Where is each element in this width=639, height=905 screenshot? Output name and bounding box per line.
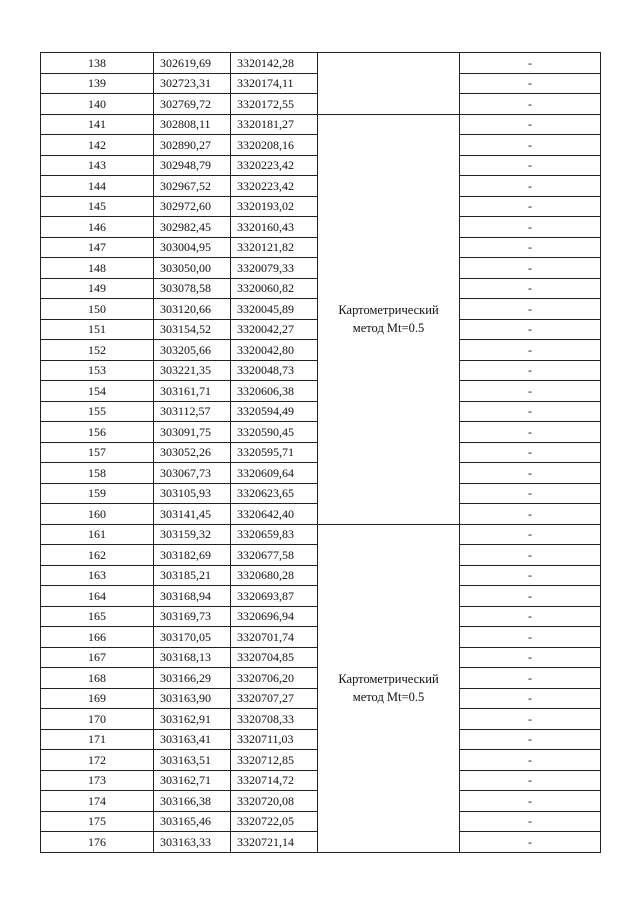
note-cell: - — [460, 483, 601, 504]
y-coordinate-cell: 3320623,65 — [231, 483, 318, 504]
point-number-cell: 166 — [41, 627, 154, 648]
note-cell: - — [460, 791, 601, 812]
x-coordinate-cell: 303105,93 — [154, 483, 231, 504]
y-coordinate-cell: 3320704,85 — [231, 647, 318, 668]
point-number-cell: 174 — [41, 791, 154, 812]
x-coordinate-cell: 303169,73 — [154, 606, 231, 627]
note-cell: - — [460, 114, 601, 135]
point-number-cell: 170 — [41, 709, 154, 730]
coordinates-table — [40, 52, 601, 853]
point-number-cell: 146 — [41, 217, 154, 238]
point-number-cell: 167 — [41, 647, 154, 668]
y-coordinate-cell: 3320172,55 — [231, 94, 318, 115]
x-coordinate-cell: 303159,32 — [154, 524, 231, 545]
x-coordinate-cell: 303004,95 — [154, 237, 231, 258]
note-cell: - — [460, 422, 601, 443]
point-number-cell: 158 — [41, 463, 154, 484]
x-coordinate-cell: 302619,69 — [154, 53, 231, 74]
note-cell: - — [460, 94, 601, 115]
y-coordinate-cell: 3320142,28 — [231, 53, 318, 74]
x-coordinate-cell: 302982,45 — [154, 217, 231, 238]
x-coordinate-cell: 303163,33 — [154, 832, 231, 853]
point-number-cell: 157 — [41, 442, 154, 463]
note-cell: - — [460, 586, 601, 607]
x-coordinate-cell: 303205,66 — [154, 340, 231, 361]
note-cell: - — [460, 135, 601, 156]
x-coordinate-cell: 303170,05 — [154, 627, 231, 648]
x-coordinate-cell: 302808,11 — [154, 114, 231, 135]
point-number-cell: 171 — [41, 729, 154, 750]
y-coordinate-cell: 3320707,27 — [231, 688, 318, 709]
coordinates-table-body — [41, 53, 601, 853]
method-cell — [318, 524, 460, 852]
x-coordinate-cell: 303168,94 — [154, 586, 231, 607]
note-cell: - — [460, 278, 601, 299]
y-coordinate-cell: 3320595,71 — [231, 442, 318, 463]
y-coordinate-cell: 3320606,38 — [231, 381, 318, 402]
note-cell: - — [460, 668, 601, 689]
point-number-cell: 155 — [41, 401, 154, 422]
x-coordinate-cell: 302769,72 — [154, 94, 231, 115]
y-coordinate-cell: 3320720,08 — [231, 791, 318, 812]
point-number-cell: 149 — [41, 278, 154, 299]
point-number-cell: 150 — [41, 299, 154, 320]
point-number-cell: 152 — [41, 340, 154, 361]
note-cell: - — [460, 176, 601, 197]
y-coordinate-cell: 3320609,64 — [231, 463, 318, 484]
x-coordinate-cell: 303050,00 — [154, 258, 231, 279]
table-row — [41, 524, 601, 545]
point-number-cell: 153 — [41, 360, 154, 381]
y-coordinate-cell: 3320642,40 — [231, 504, 318, 525]
point-number-cell: 160 — [41, 504, 154, 525]
x-coordinate-cell: 303120,66 — [154, 299, 231, 320]
note-cell: - — [460, 237, 601, 258]
note-cell: - — [460, 381, 601, 402]
point-number-cell: 156 — [41, 422, 154, 443]
y-coordinate-cell: 3320223,42 — [231, 176, 318, 197]
note-cell: - — [460, 463, 601, 484]
table-row — [41, 114, 601, 135]
note-cell: - — [460, 688, 601, 709]
point-number-cell: 173 — [41, 770, 154, 791]
note-cell: - — [460, 545, 601, 566]
y-coordinate-cell: 3320659,83 — [231, 524, 318, 545]
note-cell: - — [460, 504, 601, 525]
y-coordinate-cell: 3320712,85 — [231, 750, 318, 771]
x-coordinate-cell: 303052,26 — [154, 442, 231, 463]
x-coordinate-cell: 303162,91 — [154, 709, 231, 730]
method-text-line: метод Mt=0.5 — [352, 690, 425, 704]
point-number-cell: 164 — [41, 586, 154, 607]
note-cell: - — [460, 729, 601, 750]
note-cell: - — [460, 606, 601, 627]
note-cell: - — [460, 770, 601, 791]
y-coordinate-cell: 3320048,73 — [231, 360, 318, 381]
y-coordinate-cell: 3320060,82 — [231, 278, 318, 299]
y-coordinate-cell: 3320721,14 — [231, 832, 318, 853]
y-coordinate-cell: 3320160,43 — [231, 217, 318, 238]
note-cell: - — [460, 196, 601, 217]
note-cell: - — [460, 360, 601, 381]
point-number-cell: 169 — [41, 688, 154, 709]
x-coordinate-cell: 303166,38 — [154, 791, 231, 812]
note-cell: - — [460, 647, 601, 668]
note-cell: - — [460, 442, 601, 463]
note-cell: - — [460, 524, 601, 545]
method-text-line: Картометрический — [338, 302, 439, 317]
y-coordinate-cell: 3320594,49 — [231, 401, 318, 422]
table-row — [41, 53, 601, 74]
note-cell: - — [460, 750, 601, 771]
x-coordinate-cell: 303221,35 — [154, 360, 231, 381]
x-coordinate-cell: 303182,69 — [154, 545, 231, 566]
y-coordinate-cell: 3320680,28 — [231, 565, 318, 586]
y-coordinate-cell: 3320079,33 — [231, 258, 318, 279]
y-coordinate-cell: 3320042,80 — [231, 340, 318, 361]
point-number-cell: 148 — [41, 258, 154, 279]
point-number-cell: 163 — [41, 565, 154, 586]
point-number-cell: 161 — [41, 524, 154, 545]
method-cell — [318, 114, 460, 524]
point-number-cell: 144 — [41, 176, 154, 197]
x-coordinate-cell: 303163,51 — [154, 750, 231, 771]
point-number-cell: 159 — [41, 483, 154, 504]
x-coordinate-cell: 303185,21 — [154, 565, 231, 586]
x-coordinate-cell: 303091,75 — [154, 422, 231, 443]
point-number-cell: 172 — [41, 750, 154, 771]
point-number-cell: 168 — [41, 668, 154, 689]
point-number-cell: 154 — [41, 381, 154, 402]
y-coordinate-cell: 3320722,05 — [231, 811, 318, 832]
note-cell: - — [460, 709, 601, 730]
point-number-cell: 175 — [41, 811, 154, 832]
y-coordinate-cell: 3320677,58 — [231, 545, 318, 566]
y-coordinate-cell: 3320174,11 — [231, 73, 318, 94]
x-coordinate-cell: 303154,52 — [154, 319, 231, 340]
point-number-cell: 147 — [41, 237, 154, 258]
x-coordinate-cell: 302890,27 — [154, 135, 231, 156]
note-cell: - — [460, 155, 601, 176]
note-cell: - — [460, 217, 601, 238]
y-coordinate-cell: 3320181,27 — [231, 114, 318, 135]
y-coordinate-cell: 3320590,45 — [231, 422, 318, 443]
point-number-cell: 139 — [41, 73, 154, 94]
point-number-cell: 176 — [41, 832, 154, 853]
x-coordinate-cell: 303163,41 — [154, 729, 231, 750]
x-coordinate-cell: 303112,57 — [154, 401, 231, 422]
y-coordinate-cell: 3320208,16 — [231, 135, 318, 156]
point-number-cell: 140 — [41, 94, 154, 115]
x-coordinate-cell: 302948,79 — [154, 155, 231, 176]
note-cell: - — [460, 53, 601, 74]
x-coordinate-cell: 302972,60 — [154, 196, 231, 217]
note-cell: - — [460, 832, 601, 853]
point-number-cell: 143 — [41, 155, 154, 176]
x-coordinate-cell: 303141,45 — [154, 504, 231, 525]
x-coordinate-cell: 303161,71 — [154, 381, 231, 402]
y-coordinate-cell: 3320045,89 — [231, 299, 318, 320]
point-number-cell: 142 — [41, 135, 154, 156]
note-cell: - — [460, 565, 601, 586]
point-number-cell: 162 — [41, 545, 154, 566]
note-cell: - — [460, 319, 601, 340]
x-coordinate-cell: 303166,29 — [154, 668, 231, 689]
note-cell: - — [460, 299, 601, 320]
y-coordinate-cell: 3320223,42 — [231, 155, 318, 176]
y-coordinate-cell: 3320042,27 — [231, 319, 318, 340]
point-number-cell: 141 — [41, 114, 154, 135]
x-coordinate-cell: 302723,31 — [154, 73, 231, 94]
y-coordinate-cell: 3320701,74 — [231, 627, 318, 648]
x-coordinate-cell: 303165,46 — [154, 811, 231, 832]
y-coordinate-cell: 3320693,87 — [231, 586, 318, 607]
x-coordinate-cell: 303067,73 — [154, 463, 231, 484]
note-cell: - — [460, 811, 601, 832]
y-coordinate-cell: 3320696,94 — [231, 606, 318, 627]
y-coordinate-cell: 3320121,82 — [231, 237, 318, 258]
x-coordinate-cell: 303168,13 — [154, 647, 231, 668]
y-coordinate-cell: 3320714,72 — [231, 770, 318, 791]
method-text-line: метод Mt=0.5 — [352, 321, 425, 335]
method-text-line: Картометрический — [338, 671, 439, 686]
note-cell: - — [460, 340, 601, 361]
point-number-cell: 145 — [41, 196, 154, 217]
x-coordinate-cell: 303162,71 — [154, 770, 231, 791]
point-number-cell: 151 — [41, 319, 154, 340]
y-coordinate-cell: 3320708,33 — [231, 709, 318, 730]
note-cell: - — [460, 73, 601, 94]
x-coordinate-cell: 302967,52 — [154, 176, 231, 197]
note-cell: - — [460, 258, 601, 279]
point-number-cell: 165 — [41, 606, 154, 627]
note-cell: - — [460, 627, 601, 648]
y-coordinate-cell: 3320193,02 — [231, 196, 318, 217]
note-cell: - — [460, 401, 601, 422]
x-coordinate-cell: 303163,90 — [154, 688, 231, 709]
y-coordinate-cell: 3320706,20 — [231, 668, 318, 689]
y-coordinate-cell: 3320711,03 — [231, 729, 318, 750]
x-coordinate-cell: 303078,58 — [154, 278, 231, 299]
method-cell — [318, 53, 460, 115]
point-number-cell: 138 — [41, 53, 154, 74]
